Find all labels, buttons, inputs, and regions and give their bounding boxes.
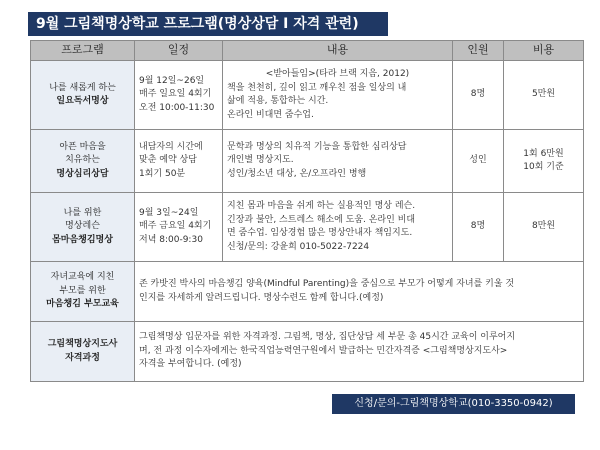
table-row xyxy=(31,322,584,382)
content-line: 신청/문의: 강윤희 010-5022-7224 xyxy=(227,241,370,252)
description-line: 인지를 자세하게 알려드립니다. 명상수련도 함께 합니다.(예정) xyxy=(139,292,384,303)
program-name-line: 그림책명상지도사 xyxy=(47,339,118,349)
contact-footer: 신청/문의-그림책명상학교(010-3350-0942) xyxy=(332,394,575,414)
schedule-cell xyxy=(135,61,223,130)
schedule-line: 매주 금요일 4회기 xyxy=(139,221,212,232)
content-cell xyxy=(223,61,453,130)
content-line: 지친 몸과 마음을 쉬게 하는 실용적인 명상 레슨. xyxy=(227,201,416,211)
header-program: 프로그램 xyxy=(31,41,135,61)
program-name-line: 나를 위한 xyxy=(63,207,102,218)
people-cell: 8명 xyxy=(453,193,504,262)
program-name-line: 치유하는 xyxy=(65,155,100,166)
program-name-line: 몸마음챙김명상 xyxy=(52,234,113,245)
schedule-cell xyxy=(135,193,223,262)
description-line: 며, 전 과정 이수자에게는 한국직업능력연구원에서 발급하는 민간자격증 <그림책명상지도사> xyxy=(139,345,508,356)
program-name-line: 아픈 마음을 xyxy=(59,141,106,152)
schedule-line: 9월 12일~26일 xyxy=(139,75,205,86)
content-line: 책을 천천히, 깊이 읽고 깨우친 점을 일상의 내 xyxy=(227,82,407,93)
cost-line: 5만원 xyxy=(531,89,556,100)
cost-line: 1회 6만원 xyxy=(523,148,564,159)
program-name-line: 일요독서명상 xyxy=(56,96,109,106)
description-cell xyxy=(135,322,584,382)
content-line: 삶에 적용, 통합하는 시간. xyxy=(227,96,329,106)
description-cell xyxy=(135,262,584,322)
schedule-cell xyxy=(135,130,223,193)
content-line: 긴장과 불안, 스트레스 해소에 도움. 온라인 비대 xyxy=(227,214,416,225)
schedule-line: 맞춘 예약 상담 xyxy=(139,155,197,166)
table-row xyxy=(31,262,584,322)
content-cell xyxy=(223,193,453,262)
content-line: <받아들임>(타라 브랙 지음, 2012) xyxy=(265,69,410,79)
schedule-line: 내담자의 시간에 xyxy=(139,141,203,152)
content-line: 성인/청소년 대상, 온/오프라인 병행 xyxy=(227,168,367,179)
cost-line: 8만원 xyxy=(531,221,556,232)
header-schedule: 일정 xyxy=(135,41,223,61)
header-content: 내용 xyxy=(223,41,453,61)
cost-line: 10회 기준 xyxy=(523,162,564,172)
content-line: 면 줌수업. 임상경험 많은 명상안내자 책임지도. xyxy=(227,228,413,238)
schedule-line: 저녁 8:00-9:30 xyxy=(139,234,203,245)
header-people: 인원 xyxy=(453,41,504,61)
program-name-cell xyxy=(31,61,135,130)
program-name-cell xyxy=(31,193,135,262)
program-name-line: 명상심리상담 xyxy=(56,168,109,179)
program-name-line: 마음챙김 부모교육 xyxy=(46,299,119,310)
program-name-cell xyxy=(31,262,135,322)
people-cell: 성인 xyxy=(453,130,504,193)
header-cost: 비용 xyxy=(504,41,584,61)
schedule-line: 9월 3일~24일 xyxy=(139,207,199,218)
page-title: 9월 그림책명상학교 프로그램(명상상담 I 자격 관련) xyxy=(28,12,388,36)
table-row xyxy=(31,61,584,130)
people-cell: 8명 xyxy=(453,61,504,130)
program-name-line: 명상레슨 xyxy=(65,221,100,232)
schedule-line: 오전 10:00-11:30 xyxy=(139,102,215,113)
table-header-row xyxy=(31,41,584,61)
program-name-line: 나를 새롭게 하는 xyxy=(49,82,116,93)
content-line: 문학과 명상의 치유적 기능을 통합한 심리상담 xyxy=(227,141,407,152)
description-line: 자격을 부여합니다. (예정) xyxy=(139,359,242,370)
content-line: 개인별 명상지도. xyxy=(227,155,294,166)
table-row xyxy=(31,130,584,193)
program-name-line: 자격과정 xyxy=(65,352,100,363)
program-name-line: 부모를 위한 xyxy=(59,285,106,296)
program-name-cell xyxy=(31,322,135,382)
table-row xyxy=(31,193,584,262)
description-line: 존 카밧진 박사의 마음챙김 양육(Mindful Parenting)을 중심으로 부모가 어떻게 자녀를 키울 것 xyxy=(139,279,515,289)
cost-cell xyxy=(504,193,584,262)
program-table xyxy=(30,40,584,382)
schedule-line: 매주 일요일 4회기 xyxy=(139,89,212,100)
content-cell xyxy=(223,130,453,193)
description-line: 그림책명상 입문자를 위한 자격과정. 그림책, 명상, 집단상담 세 부문 총 45시간 교육이 이루어지 xyxy=(139,332,516,343)
cost-cell xyxy=(504,130,584,193)
program-name-cell xyxy=(31,130,135,193)
content-line: 온라인 비대면 줌수업. xyxy=(227,109,314,120)
program-name-line: 자녀교육에 지친 xyxy=(50,272,115,283)
schedule-line: 1회기 50분 xyxy=(139,168,186,179)
cost-cell xyxy=(504,61,584,130)
